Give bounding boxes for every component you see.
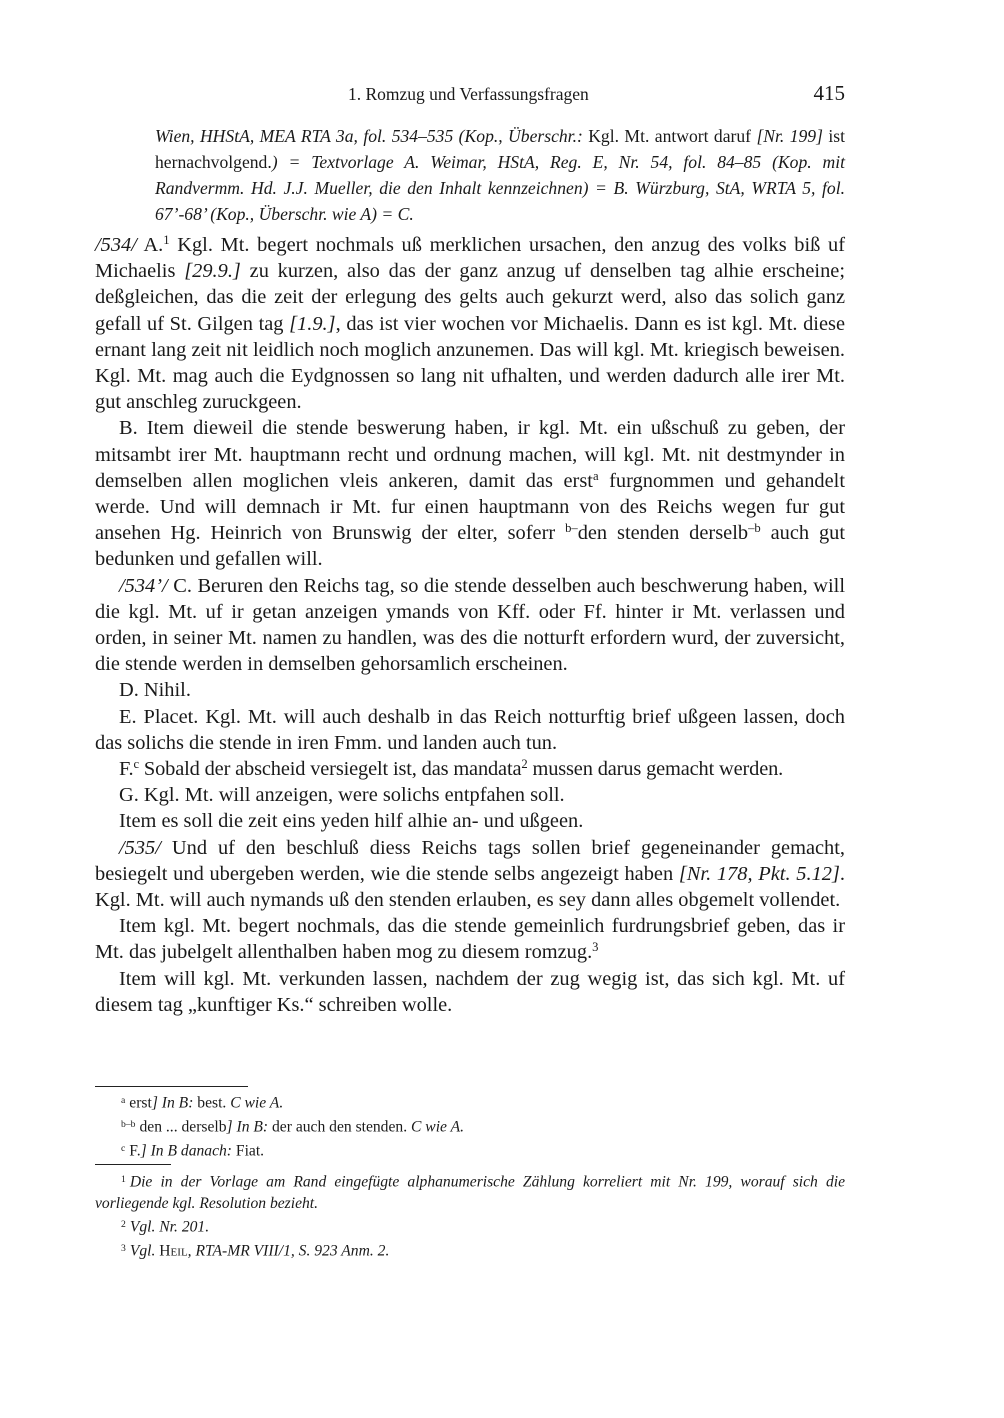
footnote-text: Vgl.: [129, 1242, 156, 1260]
footnote-text: Die in der Vorlage am Rand eingefügte alphanumerische Zählung korreliert mit Nr. 199, worauf sich die vorliegende kgl. Resolution bezieht.: [95, 1173, 845, 1212]
footnote-text: Vgl. Nr. 201.: [129, 1218, 210, 1236]
edition-text: [95, 232, 845, 1018]
page-number: 415: [813, 81, 845, 105]
note-text: der auch den stenden.: [268, 1118, 411, 1136]
running-title: 1. Romzug und Verfassungsfragen: [348, 84, 589, 104]
running-header: [95, 82, 845, 112]
text-note-a: [95, 1090, 845, 1114]
author-name: Heil: [159, 1242, 188, 1260]
paragraph-e: E. Placet. Kgl. Mt. will auch deshalb in das Reich notturftig brief ußgeen lassen, doch das solichs die stende in iren Fmm. und landen auch tun.: [95, 705, 845, 754]
footnote-rule: [95, 1164, 171, 1165]
note-italic: C wie A.: [411, 1118, 464, 1136]
text-span: , das ist vier wochen vor Michaelis. Dann es ist kgl. Mt. diese ernant lang zeit nit leidlich noch moglich anzunemen. Das will kgl. Mt. kriegisch beweisen. Kgl. Mt. mag auch die Eydgnossen so lang nit ufhalten, und werden dadurch alle irer Mt. gut anschleg zuruckgeen.: [95, 312, 845, 414]
source-heading-quote-2: ist hernachvolgend.: [155, 126, 845, 172]
note-lemma: den ... derselb: [139, 1118, 227, 1136]
text-span: Und uf den beschluß diess Reichs tags sollen brief gegeneinander gemacht, besiegelt und ubergeben werden, wie die stende selbs angezeigt haben: [95, 836, 845, 885]
note-mark: 3: [121, 1243, 126, 1255]
folio-marker: /535/: [119, 836, 161, 859]
note-italic: C wie A.: [230, 1094, 284, 1112]
text-span: . Kgl. Mt. will auch nymands uß den stenden erlauben, es sey dann alles obgemelt vollendet.: [95, 862, 846, 912]
textnote-rule: [95, 1086, 248, 1087]
note-mark: b–b: [121, 1118, 136, 1130]
text-span: furgnommen und gehandelt werde. Und will demnach ir Mt. fur einen hauptmann von des Reichs wegen fur gut ansehen Hg. Heinrich von Brunswig der elter, soferr: [95, 469, 845, 545]
text-span: Sobald der abscheid versiegelt ist, das mandata: [138, 758, 522, 781]
source-description: [155, 123, 845, 227]
note-lemma: F.: [129, 1142, 141, 1160]
note-italic: ] In B:: [151, 1094, 194, 1112]
text-span: F.: [119, 758, 134, 781]
text-span: auch gut bedunken und gefallen will.: [95, 522, 845, 571]
text-span: zu kurzen, also das der ganz anzug uf denselben tag alhie erscheine; deßgleichen, das die zeit der erlegung des gelts auch gekurzt werd, also das solich ganz gefall uf St. Gilgen tag: [95, 260, 846, 335]
text-span: C. Beruren den Reichs tag, so die stende desselben auch beschwerung haben, will die kgl. Mt. uf ir getan anzeigen ymands von Kff. oder Ff. hinter ir Mt. verlassen und orden, in seiner Mt. namen zu handlen, was des die notturft erfordern wurd, der zuversicht, die stende werden in demselben gehorsamlich erscheinen.: [95, 574, 845, 676]
note-italic: ] In B danach:: [140, 1142, 233, 1160]
footnote-ref: 1: [163, 233, 170, 248]
folio-marker: /534’/: [119, 574, 168, 597]
date-ref: [29.9.]: [184, 260, 241, 283]
text-span: mussen darus gemacht werden.: [527, 758, 784, 781]
paragraph-item-3: [95, 913, 845, 965]
text-span: B. Item dieweil die stende beswerung haben, ir kgl. Mt. ein ußschuß zu geben, der mitsambt irer Mt. hauptmann recht und ordnung machen, will kgl. Mt. nit destmynder in demselben allen moglichen vleis ankeren, damit das erst: [95, 417, 845, 492]
textnote-ref: c: [133, 757, 139, 772]
paragraph-c: [95, 573, 845, 678]
source-italic-2: ) = Textvorlage A. Weimar, HStA, Reg. E, Nr. 54, fol. 84–85 (Kop. mit Randvermm. Hd. J.J. Mueller, die den Inhalt kennzeichnen) = B. Würzburg, StA, WRTA 5, fol. 67’-68’ (Kop., Überschr. wie A) = C.: [155, 152, 845, 224]
text-span: Kgl. Mt. begert nochmals uß merklichen ursachen, den anzug des volks biß uf Michaelis: [95, 234, 845, 283]
paragraph-item-1: Item es soll die zeit eins yeden hilf alhie an- und ußgeen.: [119, 810, 584, 833]
footnote-3: [95, 1238, 845, 1262]
footnote-text: , RTA-MR VIII/1, S. 923 Anm. 2.: [187, 1242, 390, 1260]
text-note-c: [95, 1138, 845, 1162]
source-italic-1: Wien, HHStA, MEA RTA 3a, fol. 534–535 (Kop., Überschr.:: [155, 126, 583, 146]
note-text: Fiat.: [232, 1142, 265, 1160]
footnotes: [95, 1169, 845, 1262]
footnote-ref: 2: [521, 757, 528, 772]
cross-ref: [Nr. 178, Pkt. 5.12]: [678, 862, 840, 885]
folio-marker: /534/: [95, 234, 137, 256]
textnote-ref: a: [592, 468, 599, 483]
note-mark: 2: [121, 1219, 126, 1231]
source-heading-quote: Kgl. Mt. antwort daruf: [582, 126, 757, 146]
text-span: den stenden derselb: [577, 522, 749, 545]
paragraph-item-2: [95, 835, 845, 914]
note-italic: ] In B:: [226, 1118, 269, 1136]
footnote-2: [95, 1214, 845, 1238]
paragraph-item-4: Item will kgl. Mt. verkunden lassen, nachdem der zug wegig ist, das sich kgl. Mt. uf diesem tag „kunftiger Ks.“ schreiben wolle.: [95, 967, 845, 1016]
paragraph-f: [95, 756, 845, 782]
date-ref: [1.9.]: [289, 312, 336, 335]
footnote-1: [95, 1169, 845, 1214]
source-ref: [Nr. 199]: [756, 126, 823, 146]
textnote-ref: b–: [565, 521, 578, 536]
textnote-ref: –b: [748, 521, 761, 536]
text-notes: [95, 1090, 845, 1162]
note-mark: a: [121, 1095, 126, 1106]
footnote-ref: 3: [592, 940, 599, 955]
text-span: A.: [136, 234, 164, 256]
note-mark: c: [121, 1142, 126, 1154]
note-lemma: erst: [129, 1094, 152, 1112]
note-mark: 1: [121, 1174, 126, 1185]
paragraph-b: [95, 415, 845, 572]
paragraph-a: [95, 232, 845, 415]
paragraph-g: G. Kgl. Mt. will anzeigen, were solichs entpfahen soll.: [119, 784, 565, 807]
text-note-b: [95, 1114, 845, 1138]
note-text: best.: [193, 1094, 231, 1112]
text-span: Item kgl. Mt. begert nochmals, das die stende gemeinlich furdrungsbrief geben, das ir Mt. das jubelgelt allenthalben haben mog zu diesem romzug.: [95, 915, 845, 964]
paragraph-d: D. Nihil.: [119, 679, 191, 702]
